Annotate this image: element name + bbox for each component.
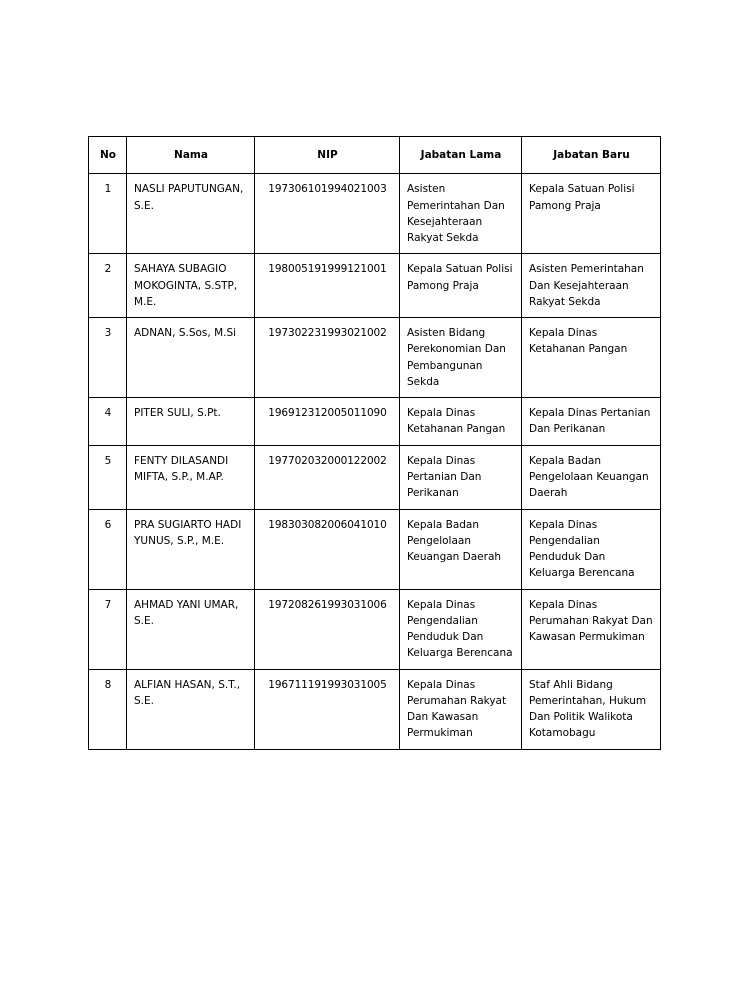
cell-jabatan-baru: Staf Ahli Bidang Pemerintahan, Hukum Dan Politik Walikota Kotamobagu <box>522 669 661 749</box>
cell-nip: 198005191999121001 <box>255 254 400 318</box>
cell-no: 8 <box>89 669 127 749</box>
cell-jabatan-lama: Kepala Badan Pengelolaan Keuangan Daerah <box>400 509 522 589</box>
table-row <box>89 445 661 509</box>
cell-jabatan-lama: Asisten Pemerintahan Dan Kesejahteraan Rakyat Sekda <box>400 174 522 254</box>
cell-jabatan-lama: Kepala Dinas Pengendalian Penduduk Dan Keluarga Berencana <box>400 589 522 669</box>
table-header-row <box>89 137 661 174</box>
cell-jabatan-baru: Kepala Satuan Polisi Pamong Praja <box>522 174 661 254</box>
cell-no: 1 <box>89 174 127 254</box>
table-row <box>89 398 661 446</box>
cell-jabatan-baru: Kepala Dinas Ketahanan Pangan <box>522 318 661 398</box>
cell-nip: 196711191993031005 <box>255 669 400 749</box>
cell-jabatan-lama: Asisten Bidang Perekonomian Dan Pembangunan Sekda <box>400 318 522 398</box>
table-row <box>89 174 661 254</box>
cell-jabatan-lama: Kepala Dinas Perumahan Rakyat Dan Kawasan Permukiman <box>400 669 522 749</box>
table-row <box>89 318 661 398</box>
officials-rotation-table <box>88 136 661 750</box>
column-header-jabatan-baru: Jabatan Baru <box>522 137 661 174</box>
cell-nama: SAHAYA SUBAGIO MOKOGINTA, S.STP, M.E. <box>127 254 255 318</box>
cell-nama: PITER SULI, S.Pt. <box>127 398 255 446</box>
cell-nama: PRA SUGIARTO HADI YUNUS, S.P., M.E. <box>127 509 255 589</box>
cell-no: 6 <box>89 509 127 589</box>
table-row <box>89 669 661 749</box>
cell-nama: FENTY DILASANDI MIFTA, S.P., M.AP. <box>127 445 255 509</box>
cell-nama: AHMAD YANI UMAR, S.E. <box>127 589 255 669</box>
table-header <box>89 137 661 174</box>
cell-nip: 197702032000122002 <box>255 445 400 509</box>
column-header-jabatan-lama: Jabatan Lama <box>400 137 522 174</box>
cell-no: 5 <box>89 445 127 509</box>
cell-no: 2 <box>89 254 127 318</box>
cell-jabatan-lama: Kepala Dinas Pertanian Dan Perikanan <box>400 445 522 509</box>
table-row <box>89 509 661 589</box>
cell-jabatan-baru: Kepala Dinas Perumahan Rakyat Dan Kawasan Permukiman <box>522 589 661 669</box>
cell-nama: NASLI PAPUTUNGAN, S.E. <box>127 174 255 254</box>
cell-no: 3 <box>89 318 127 398</box>
cell-nip: 197208261993031006 <box>255 589 400 669</box>
cell-jabatan-lama: Kepala Satuan Polisi Pamong Praja <box>400 254 522 318</box>
cell-no: 4 <box>89 398 127 446</box>
cell-nip: 196912312005011090 <box>255 398 400 446</box>
cell-jabatan-baru: Kepala Badan Pengelolaan Keuangan Daerah <box>522 445 661 509</box>
table-row <box>89 589 661 669</box>
cell-jabatan-baru: Kepala Dinas Pengendalian Penduduk Dan Keluarga Berencana <box>522 509 661 589</box>
table-body <box>89 174 661 749</box>
column-header-nip: NIP <box>255 137 400 174</box>
cell-nama: ALFIAN HASAN, S.T., S.E. <box>127 669 255 749</box>
cell-jabatan-lama: Kepala Dinas Ketahanan Pangan <box>400 398 522 446</box>
cell-nip: 197306101994021003 <box>255 174 400 254</box>
cell-nip: 198303082006041010 <box>255 509 400 589</box>
cell-nip: 197302231993021002 <box>255 318 400 398</box>
cell-no: 7 <box>89 589 127 669</box>
cell-jabatan-baru: Kepala Dinas Pertanian Dan Perikanan <box>522 398 661 446</box>
column-header-no: No <box>89 137 127 174</box>
column-header-nama: Nama <box>127 137 255 174</box>
cell-nama: ADNAN, S.Sos, M.Si <box>127 318 255 398</box>
cell-jabatan-baru: Asisten Pemerintahan Dan Kesejahteraan Rakyat Sekda <box>522 254 661 318</box>
table-row <box>89 254 661 318</box>
